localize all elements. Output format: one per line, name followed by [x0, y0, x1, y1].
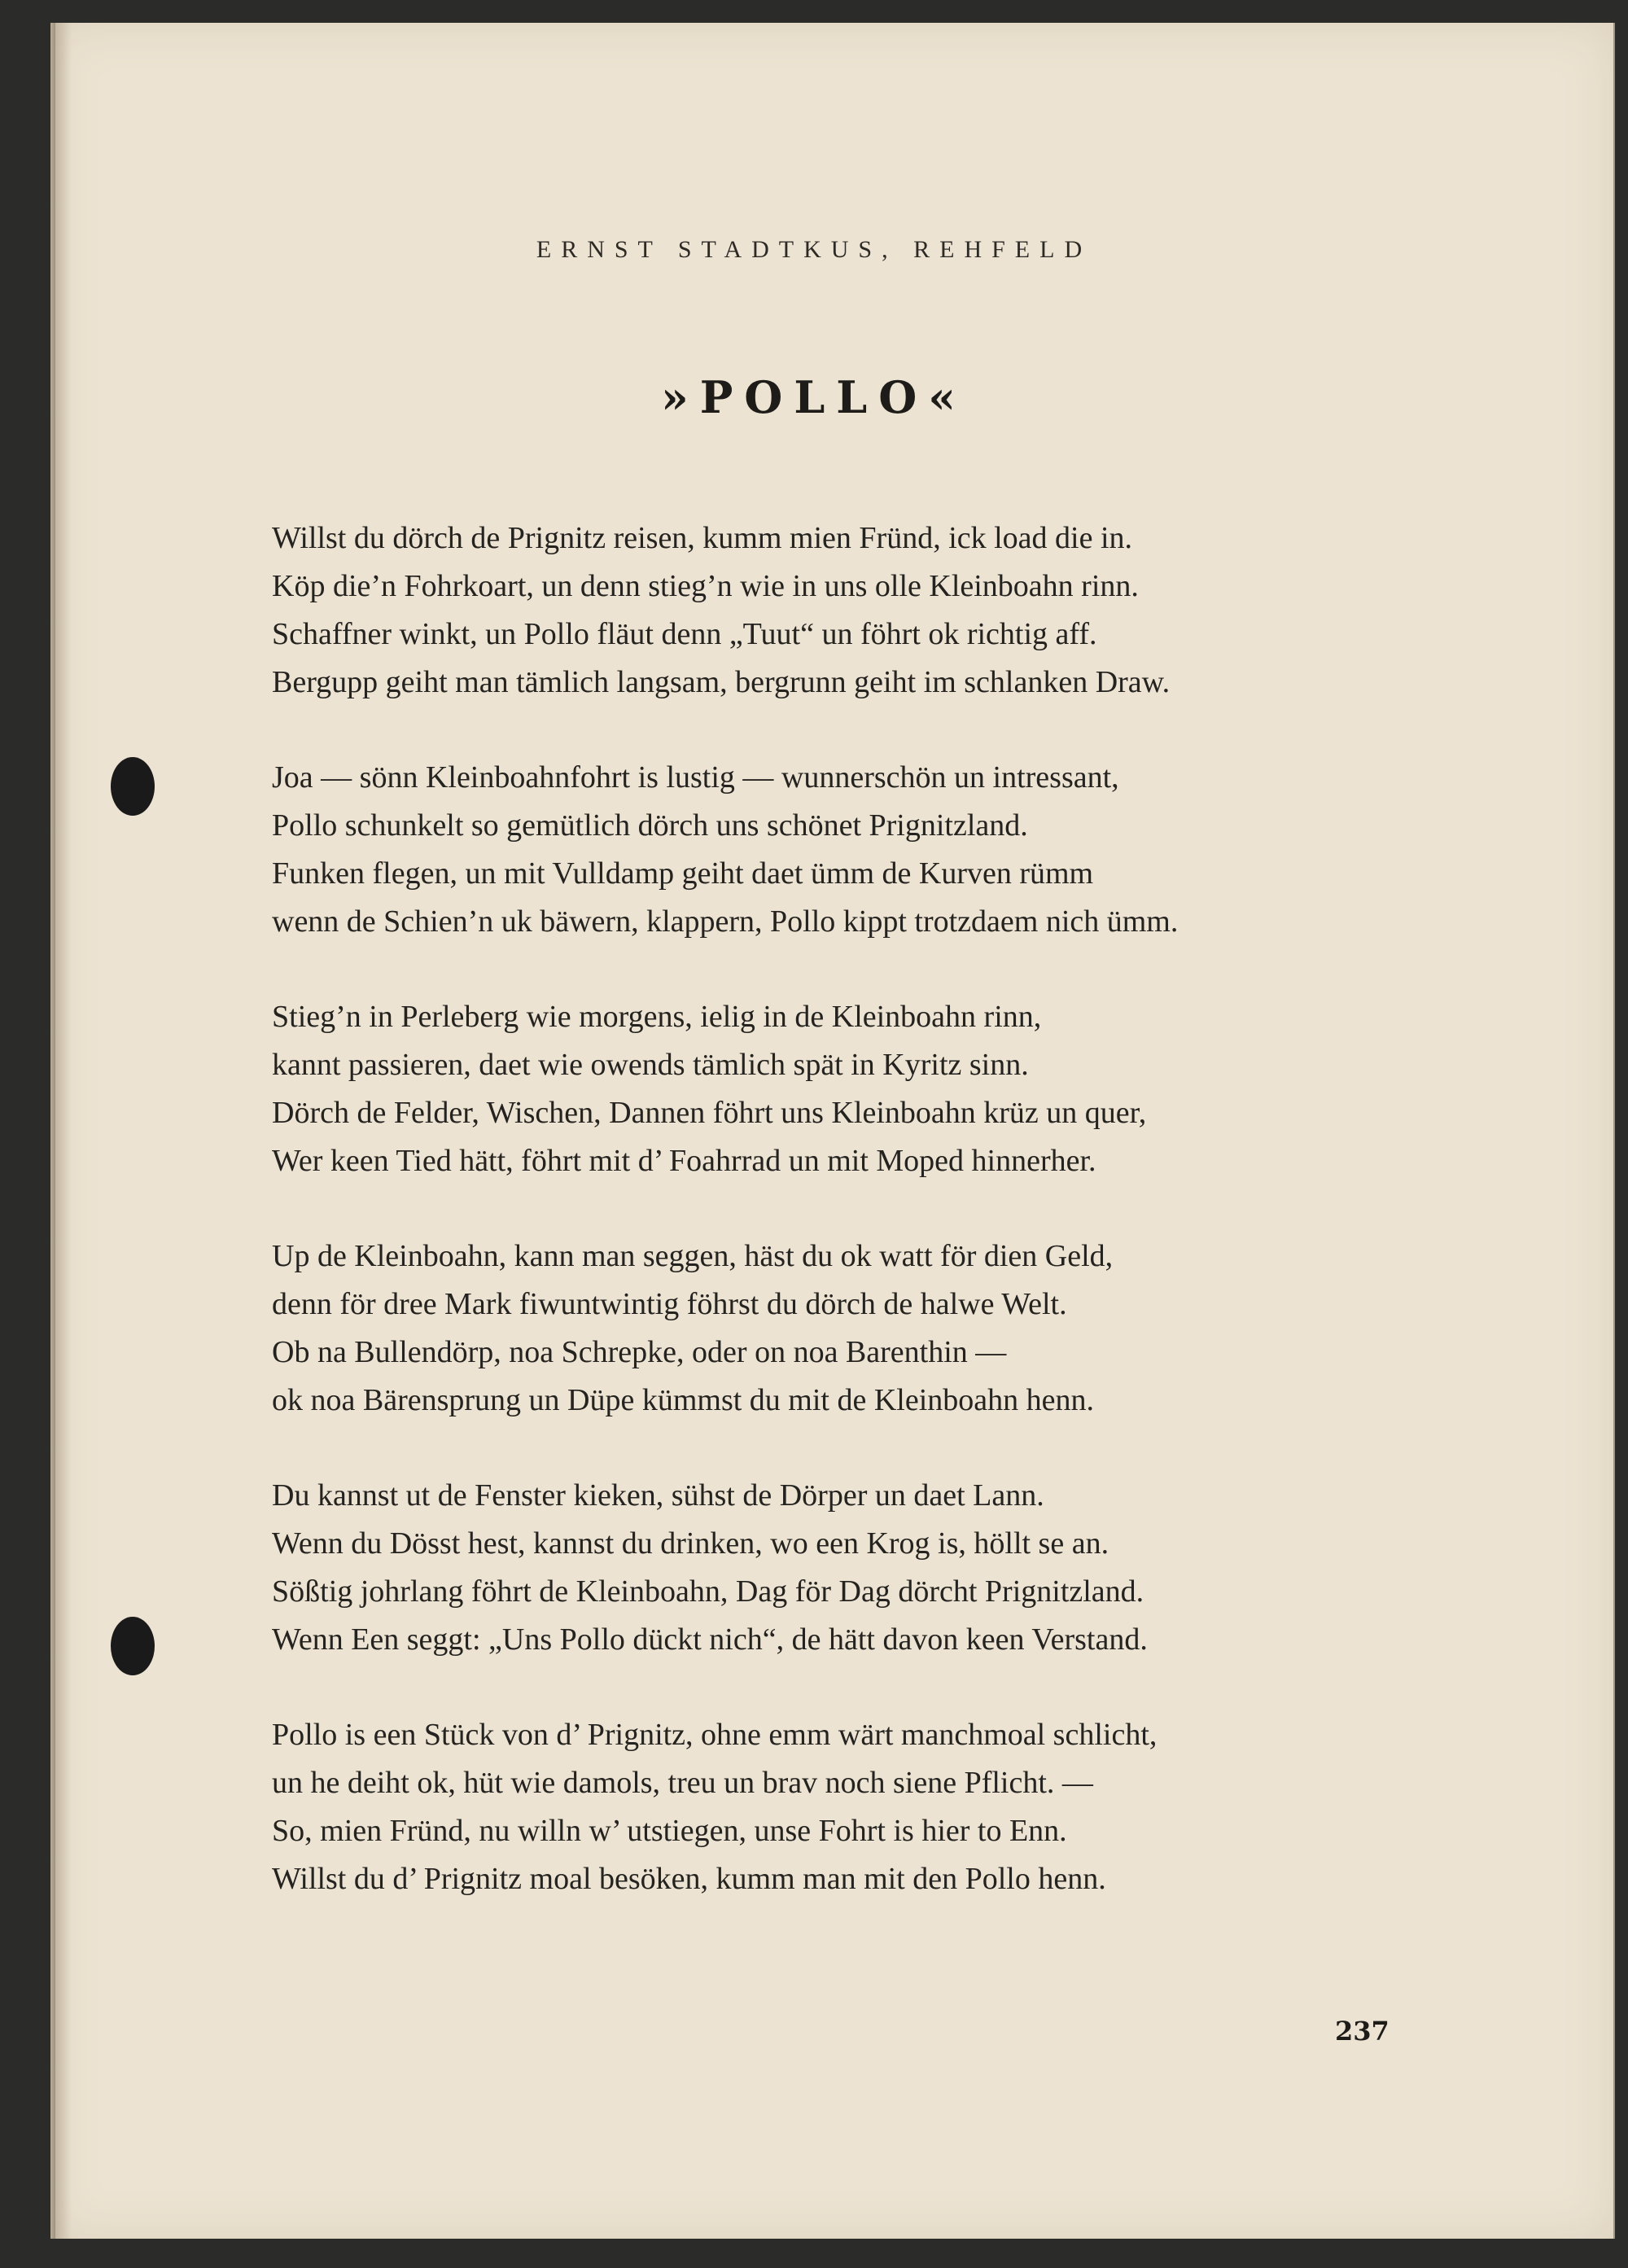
poem-line: Wenn Een seggt: „Uns Pollo dückt nich“, de hätt davon keen Verstand. [272, 1622, 1148, 1657]
punch-hole [111, 757, 155, 816]
poem-line: Up de Kleinboahn, kann man seggen, häst du ok watt för dien Geld, [272, 1239, 1114, 1273]
poem-line: Wenn du Dösst hest, kannst du drinken, wo een Krog is, höllt se an. [272, 1526, 1109, 1561]
poem-line: Willst du dörch de Prignitz reisen, kumm mien Fründ, ick load die in. [272, 521, 1133, 555]
stanza [272, 1711, 1452, 1903]
poem-line: ok noa Bärensprung un Düpe kümmst du mit de Kleinboahn henn. [272, 1383, 1095, 1417]
poem-line: wenn de Schien’n uk bäwern, klappern, Pollo kippt trotzdaem nich ümm. [272, 904, 1179, 939]
spine-shadow [50, 23, 72, 2239]
poem-line: Schaffner winkt, un Pollo fläut denn „Tuut“ un föhrt ok richtig aff. [272, 617, 1097, 651]
stanza [272, 993, 1452, 1185]
poem-line: Pollo is een Stück von d’ Prignitz, ohne emm wärt manchmoal schlicht, [272, 1718, 1158, 1752]
poem-body [272, 514, 1452, 1951]
punch-hole [111, 1617, 155, 1675]
poem-line: Bergupp geiht man tämlich langsam, bergrunn geiht im schlanken Draw. [272, 665, 1171, 699]
stanza [272, 514, 1452, 707]
poem-line: Ob na Bullendörp, noa Schrepke, oder on noa Barenthin — [272, 1335, 1007, 1369]
poem-line: denn för dree Mark fiwuntwintig föhrst du dörch de halwe Welt. [272, 1287, 1067, 1321]
poem-line: Pollo schunkelt so gemütlich dörch uns schönet Prignitzland. [272, 808, 1028, 843]
poem-line: Willst du d’ Prignitz moal besöken, kumm man mit den Pollo henn. [272, 1862, 1106, 1896]
stanza [272, 754, 1452, 946]
page-number: 237 [1335, 2016, 1389, 2047]
stanza [272, 1233, 1452, 1425]
poem-line: un he deiht ok, hüt wie damols, treu un brav noch siene Pflicht. — [272, 1766, 1093, 1800]
author-line: ERNST STADTKUS, REHFELD [536, 236, 1092, 263]
poem-title: »POLLO« [660, 371, 968, 423]
poem-line: Stieg’n in Perleberg wie morgens, ielig in de Kleinboahn rinn, [272, 1000, 1042, 1034]
poem-line: kannt passieren, daet wie owends tämlich spät in Kyritz sinn. [272, 1048, 1029, 1082]
poem-line: Wer keen Tied hätt, föhrt mit d’ Foahrrad un mit Moped hinnerher. [272, 1144, 1096, 1178]
poem-line: Dörch de Felder, Wischen, Dannen föhrt uns Kleinboahn krüz un quer, [272, 1096, 1147, 1130]
poem-line: So, mien Fründ, nu willn w’ utstiegen, unse Fohrt is hier to Enn. [272, 1814, 1067, 1848]
poem-line: Du kannst ut de Fenster kieken, sühst de Dörper un daet Lann. [272, 1478, 1044, 1513]
stanza [272, 1472, 1452, 1664]
poem-line: Köp die’n Fohrkoart, un denn stieg’n wie in uns olle Kleinboahn rinn. [272, 569, 1139, 603]
poem-line: Funken flegen, un mit Vulldamp geiht daet ümm de Kurven rümm [272, 856, 1094, 891]
poem-line: Joa — sönn Kleinboahnfohrt is lustig — wunnerschön un intressant, [272, 760, 1119, 795]
poem-line: Sößtig johrlang föhrt de Kleinboahn, Dag för Dag dörcht Prignitzland. [272, 1574, 1144, 1609]
